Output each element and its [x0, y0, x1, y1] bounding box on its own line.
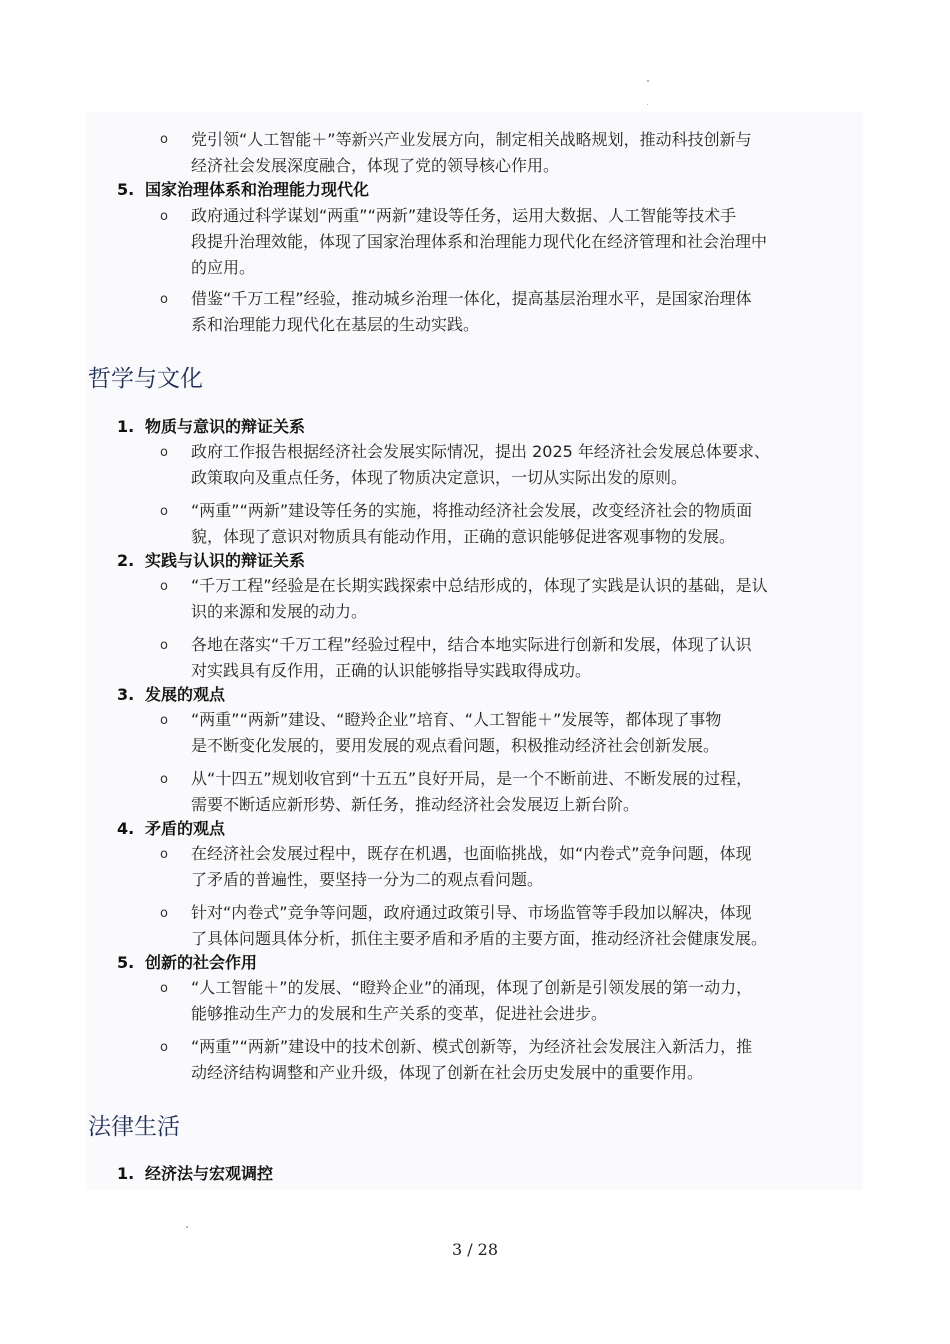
- bullet-line: 了矛盾的普遍性，要坚持一分为二的观点看问题。: [191, 870, 544, 889]
- bullet-line: 动经济结构调整和产业升级，体现了创新在社会历史发展中的重要作用。: [191, 1063, 704, 1082]
- list-bullet: o: [160, 1040, 168, 1055]
- section-title-philosophy: 哲学与文化: [88, 366, 203, 392]
- list-heading: 4. 矛盾的观点: [117, 819, 226, 838]
- bullet-line: 经济社会发展深度融合，体现了党的领导核心作用。: [191, 156, 560, 175]
- bullet-line: 貌，体现了意识对物质具有能动作用，正确的意识能够促进客观事物的发展。: [191, 527, 736, 546]
- bullet-line: 能够推动生产力的发展和生产关系的变革，促进社会进步。: [191, 1004, 608, 1023]
- bullet-line: 各地在落实“千万工程”经验过程中，结合本地实际进行创新和发展，体现了认识: [191, 635, 752, 654]
- bullet-line: 政府通过科学谋划“两重”“两新”建设等任务，运用大数据、人工智能等技术手: [191, 206, 737, 225]
- list-bullet: o: [160, 906, 168, 921]
- list-bullet: o: [160, 445, 168, 460]
- bullet-line: “两重”“两新”建设、“瞪羚企业”培育、“人工智能＋”发展等，都体现了事物: [191, 710, 722, 729]
- list-bullet: o: [160, 132, 168, 147]
- page-number: 3 / 28: [451, 1240, 499, 1259]
- list-heading: 3. 发展的观点: [117, 685, 226, 704]
- bullet-line: “两重”“两新”建设等任务的实施，将推动经济社会发展，改变经济社会的物质面: [191, 501, 753, 520]
- list-heading: 2. 实践与认识的辩证关系: [117, 551, 306, 570]
- bullet-line: 党引领“人工智能＋”等新兴产业发展方向，制定相关战略规划，推动科技创新与: [191, 130, 752, 149]
- bullet-line: 系和治理能力现代化在基层的生动实践。: [191, 315, 480, 334]
- bullet-line: 政府工作报告根据经济社会发展实际情况，提出 2025 年经济社会发展总体要求、: [191, 442, 770, 461]
- bullet-line: 了具体问题具体分析，抓住主要矛盾和矛盾的主要方面，推动经济社会健康发展。: [191, 929, 768, 948]
- list-bullet: o: [160, 772, 168, 787]
- bullet-line: 段提升治理效能，体现了国家治理体系和治理能力现代化在经济管理和社会治理中: [191, 232, 768, 251]
- list-heading: 5. 国家治理体系和治理能力现代化: [117, 180, 370, 199]
- bullet-line: 从“十四五”规划收官到“十五五”良好开局，是一个不断前进、不断发展的过程，: [191, 769, 753, 788]
- bullet-line: 借鉴“千万工程”经验，推动城乡治理一体化，提高基层治理水平，是国家治理体: [191, 289, 752, 308]
- decorative-dot: [186, 1226, 188, 1228]
- bullet-line: 针对“内卷式”竞争等问题，政府通过政策引导、市场监管等手段加以解决，体现: [191, 903, 752, 922]
- decorative-dot: [647, 104, 648, 105]
- bullet-line: 的应用。: [191, 258, 256, 277]
- list-heading: 5. 创新的社会作用: [117, 953, 258, 972]
- bullet-line: “千万工程”经验是在长期实践探索中总结形成的，体现了实践是认识的基础，是认: [191, 576, 768, 595]
- list-bullet: o: [160, 981, 168, 996]
- list-bullet: o: [160, 579, 168, 594]
- bullet-line: 需要不断适应新形势、新任务，推动经济社会发展迈上新台阶。: [191, 795, 640, 814]
- list-bullet: o: [160, 209, 168, 224]
- bullet-line: 对实践具有反作用，正确的认识能够指导实践取得成功。: [191, 661, 592, 680]
- bullet-line: 在经济社会发展过程中，既存在机遇，也面临挑战，如“内卷式”竞争问题，体现: [191, 844, 752, 863]
- list-heading: 1. 经济法与宏观调控: [117, 1164, 274, 1183]
- section-title-law: 法律生活: [88, 1114, 180, 1140]
- list-bullet: o: [160, 504, 168, 519]
- list-bullet: o: [160, 847, 168, 862]
- list-bullet: o: [160, 638, 168, 653]
- list-bullet: o: [160, 292, 168, 307]
- list-heading: 1. 物质与意识的辩证关系: [117, 417, 306, 436]
- bullet-line: 识的来源和发展的动力。: [191, 602, 368, 621]
- bullet-line: 是不断变化发展的，要用发展的观点看问题，积极推动经济社会创新发展。: [191, 736, 720, 755]
- list-bullet: o: [160, 713, 168, 728]
- bullet-line: “人工智能＋”的发展、“瞪羚企业”的涌现，体现了创新是引领发展的第一动力，: [191, 978, 753, 997]
- bullet-line: 政策取向及重点任务，体现了物质决定意识，一切从实际出发的原则。: [191, 468, 688, 487]
- decorative-dot: [647, 80, 649, 82]
- bullet-line: “两重”“两新”建设中的技术创新、模式创新等，为经济社会发展注入新活力，推: [191, 1037, 753, 1056]
